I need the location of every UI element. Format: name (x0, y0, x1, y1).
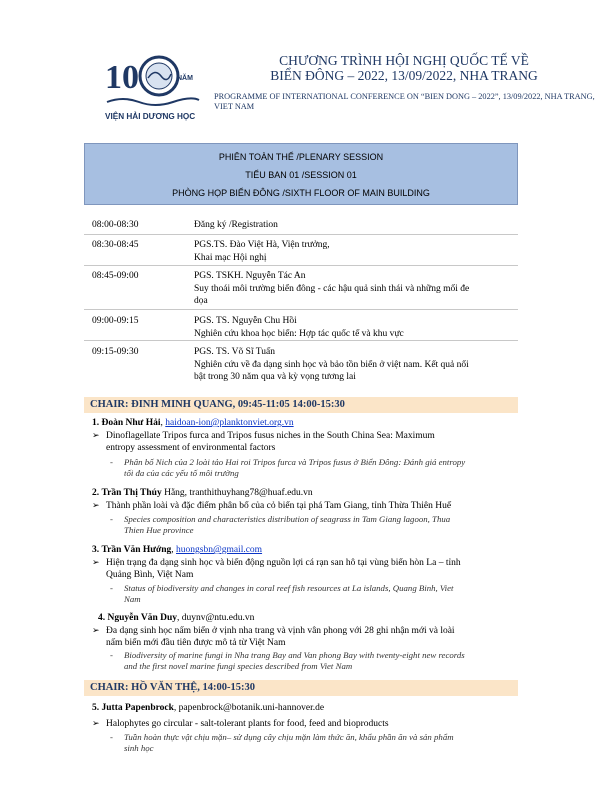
talk-title: ➢ Đa dạng sinh học nấm biển ở vịnh nha trang và vịnh vân phong với 28 ghi nhận mới và loài nấm biển mới đầu tiên được mô tả từ Việt Nam (92, 626, 455, 648)
institute-logo (103, 52, 203, 124)
speaker-name: Jutta Papenbrock (101, 703, 174, 713)
talk-title: ➢ Thành phần loài và đặc điểm phân bố của cỏ biển tại phá Tam Giang, tỉnh Thừa Thiên Huế (92, 501, 452, 511)
talk-speaker: 3. Trần Văn Hướng, huongsbn@gmail.com (92, 545, 263, 555)
speaker-email-link[interactable]: huongsbn@gmail.com (176, 545, 263, 555)
schedule-line: Nghiên cứu về đa dạng sinh học và bảo tồn biển ở việt nam. Kết quả nổi (194, 359, 469, 370)
schedule-time: 09:00-09:15 (92, 316, 139, 326)
divider (84, 265, 518, 266)
session-room: PHÒNG HỌP BIỂN ĐÔNG /SIXTH FLOOR OF MAIN BUILDING (172, 188, 430, 198)
divider (84, 309, 518, 310)
bullet-arrow-icon: ➢ (92, 501, 100, 511)
chair-label: CHAIR: HỒ VĂN THỆ, 14:00-15:30 (90, 682, 255, 693)
schedule-line: Nghiên cứu khoa học biển: Hợp tác quốc tế và khu vực (194, 328, 404, 339)
chair-label: CHAIR: ĐINH MINH QUANG, 09:45-11:05 14:00-15:30 (90, 399, 345, 410)
logo-number: 10 (105, 59, 139, 96)
schedule-line: dọa (194, 296, 208, 306)
speaker-name: Đoàn Như Hải (101, 418, 161, 428)
talk-translation: - Biodiversity of marine fungi in Nha trang Bay and Van phong Bay with twenty-eight new records and the first novel marine fungi species described from Viet Nam (110, 650, 465, 671)
talk-translation: - Tuần hoàn thực vật chịu mặn– sử dụng cây chịu mặn làm thức ăn, khẩu phần ăn và sản phẩm sinh học (110, 732, 454, 753)
speaker-email-link[interactable]: haidoan-ion@planktonviet.org.vn (165, 418, 294, 428)
schedule-line: PGS. TSKH. Nguyễn Tác An (194, 271, 306, 281)
speaker-email: , duynv@ntu.edu.vn (177, 613, 255, 623)
logo-sea-wave-icon (107, 98, 199, 105)
divider (84, 234, 518, 235)
schedule-line: Khai mạc Hội nghị (194, 252, 267, 263)
bullet-arrow-icon: ➢ (92, 431, 100, 441)
page-title-line2: BIỂN ĐÔNG – 2022, 13/09/2022, NHA TRANG (270, 68, 538, 83)
speaker-name: Trần Thị Thúy (101, 488, 162, 498)
page-subtitle: PROGRAMME OF INTERNATIONAL CONFERENCE ON “BIEN DONG – 2022”, 13/09/2022, NHA TRANG, VIET NAM (214, 92, 595, 111)
schedule-desc (194, 346, 524, 384)
schedule-desc (194, 270, 524, 308)
talk-title: ➢ Halophytes go circular - salt-tolerant plants for food, feed and bioproducts (92, 719, 389, 729)
session-header-box (84, 143, 518, 205)
schedule-line: Đăng ký /Registration (194, 220, 278, 230)
speaker-name: Trần Văn Hướng (101, 545, 172, 555)
schedule-line: Suy thoái môi trường biển đông - các hậu quả sinh thái và những mối đe (194, 283, 470, 294)
session-plenary: PHIÊN TOÀN THỂ /PLENARY SESSION (218, 152, 384, 162)
schedule-time: 08:45-09:00 (92, 271, 139, 281)
talk-speaker: 2. Trần Thị Thúy Hằng, tranthithuyhang78@huaf.edu.vn (92, 488, 313, 498)
talk-speaker: 1. Đoàn Như Hải, haidoan-ion@planktonviet.org.vn (92, 418, 294, 428)
bullet-arrow-icon: ➢ (92, 719, 100, 729)
schedule-time: 08:30-08:45 (92, 240, 139, 250)
schedule-desc (194, 315, 524, 340)
session-number: TIỂU BAN 01 /SESSION 01 (245, 170, 357, 180)
talk-speaker: 4. Nguyễn Văn Duy, duynv@ntu.edu.vn (98, 613, 255, 623)
talk-title: ➢ Dinoflagellate Tripos furca and Tripos fusus niches in the South China Sea: Maximum entropy assessment of environmental factors (92, 431, 435, 453)
schedule-line: PGS.TS. Đào Việt Hà, Viện trưởng, (194, 240, 330, 250)
logo-caption: VIỆN HẢI DƯƠNG HỌC (105, 112, 196, 121)
schedule-desc (194, 219, 524, 232)
schedule-line: PGS. TS. Nguyễn Chu Hồi (194, 316, 297, 326)
chair-bar (84, 397, 518, 413)
page-title-line1: CHƯƠNG TRÌNH HỘI NGHỊ QUỐC TẾ VỀ (279, 53, 529, 68)
schedule-desc (194, 239, 524, 264)
divider (84, 340, 518, 341)
bullet-arrow-icon: ➢ (92, 626, 100, 636)
talk-translation: - Phân bố Nich của 2 loài tảo Hai roi Tripos furca và Tripos fusus ở Biển Đông: Đánh giá entropy tối đa của các yếu tố môi trường (110, 457, 466, 478)
schedule-line: PGS. TS. Võ Sĩ Tuấn (194, 347, 275, 357)
schedule-time: 08:00-08:30 (92, 220, 139, 230)
talk-translation: - Species composition and characteristics distribution of seagrass in Tam Giang lagoon, Thua Thien Hue province (110, 514, 451, 535)
schedule-time: 09:15-09:30 (92, 347, 139, 357)
talk-title: ➢ Hiện trạng đa dạng sinh học và biến động nguồn lợi cá rạn san hô tại vùng biển hòn La – tỉnh Quảng Bình, Việt Nam (92, 558, 461, 580)
speaker-email: , papenbrock@botanik.uni-hannover.de (173, 703, 325, 713)
bullet-arrow-icon: ➢ (92, 558, 100, 568)
talk-translation: - Status of biodiversity and changes in coral reef fish resources at La islands, Quang Binh, Viet Nam (110, 583, 454, 604)
speaker-email: Hằng, tranthithuyhang78@huaf.edu.vn (161, 488, 313, 498)
logo-nam: NĂM (177, 75, 193, 82)
schedule-line: bật trong 30 năm qua và kỳ vọng tương lai (194, 372, 356, 382)
talk-speaker: 5. Jutta Papenbrock, papenbrock@botanik.uni-hannover.de (92, 703, 325, 713)
chair-bar (84, 680, 518, 696)
speaker-name: Nguyễn Văn Duy (107, 613, 178, 623)
